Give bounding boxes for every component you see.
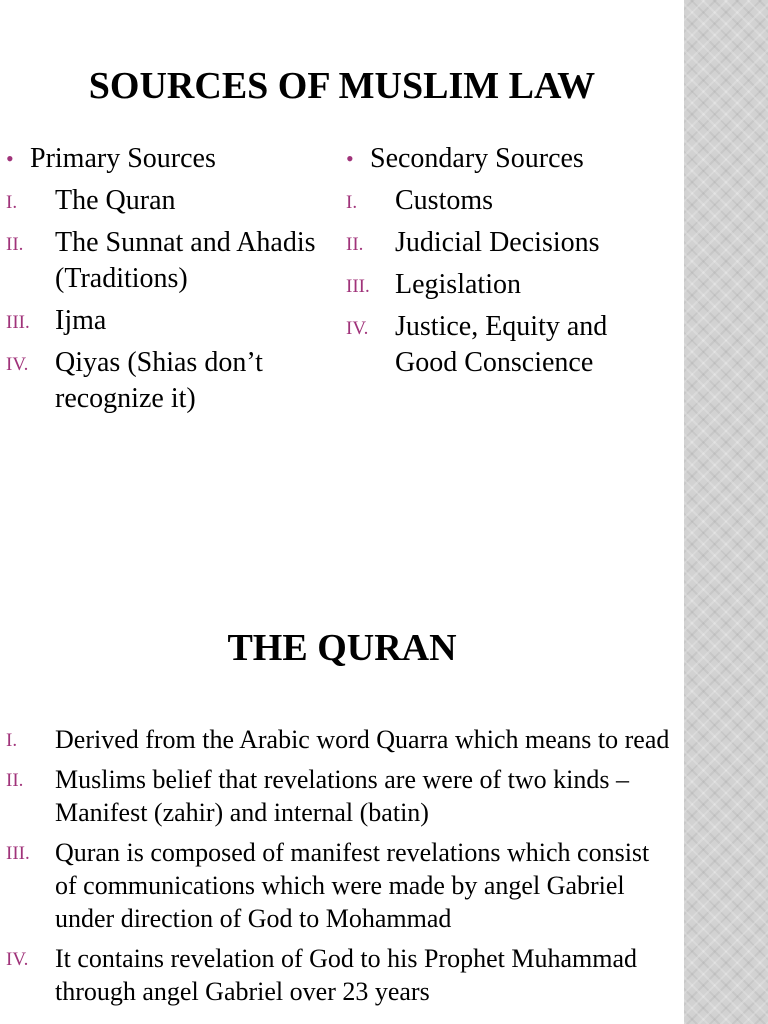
list-item: I. The Quran bbox=[6, 185, 176, 216]
slide-title-quran: THE QURAN bbox=[227, 627, 457, 669]
list-item: III. Ijma bbox=[6, 305, 107, 336]
primary-sources-list bbox=[6, 141, 336, 417]
list-item: IV. It contains revelation of God to his Prophet Muhammad through angel Gabriel over 23 years bbox=[6, 944, 638, 1006]
list-item: III. Legislation bbox=[346, 269, 521, 300]
quran-points-list bbox=[6, 723, 676, 1008]
primary-heading: • Primary Sources bbox=[6, 141, 336, 177]
secondary-sources-list bbox=[346, 141, 676, 381]
list-item: IV. Qiyas (Shias don’t recognize it) bbox=[6, 347, 263, 414]
list-item: IV. Justice, Equity and Good Conscience bbox=[346, 311, 608, 378]
bullet-icon: • bbox=[346, 146, 354, 171]
list-item: I. Customs bbox=[346, 185, 494, 216]
slide-title-sources: SOURCES OF MUSLIM LAW bbox=[88, 65, 596, 107]
list-item: I. Derived from the Arabic word Quarra which means to read bbox=[6, 725, 670, 754]
list-item: II. Muslims belief that revelations are were of two kinds – Manifest (zahir) and internal (batin) bbox=[6, 765, 630, 827]
bullet-icon: • bbox=[6, 146, 14, 171]
decorative-sidebar bbox=[684, 0, 768, 1024]
secondary-heading: • Secondary Sources bbox=[346, 141, 676, 177]
list-item: II. Judicial Decisions bbox=[346, 227, 600, 258]
list-item: III. Quran is composed of manifest revelations which consist of communications which were made by angel Gabriel under direction of God to Mohammad bbox=[6, 838, 650, 933]
list-item: II. The Sunnat and Ahadis (Traditions) bbox=[6, 227, 316, 294]
